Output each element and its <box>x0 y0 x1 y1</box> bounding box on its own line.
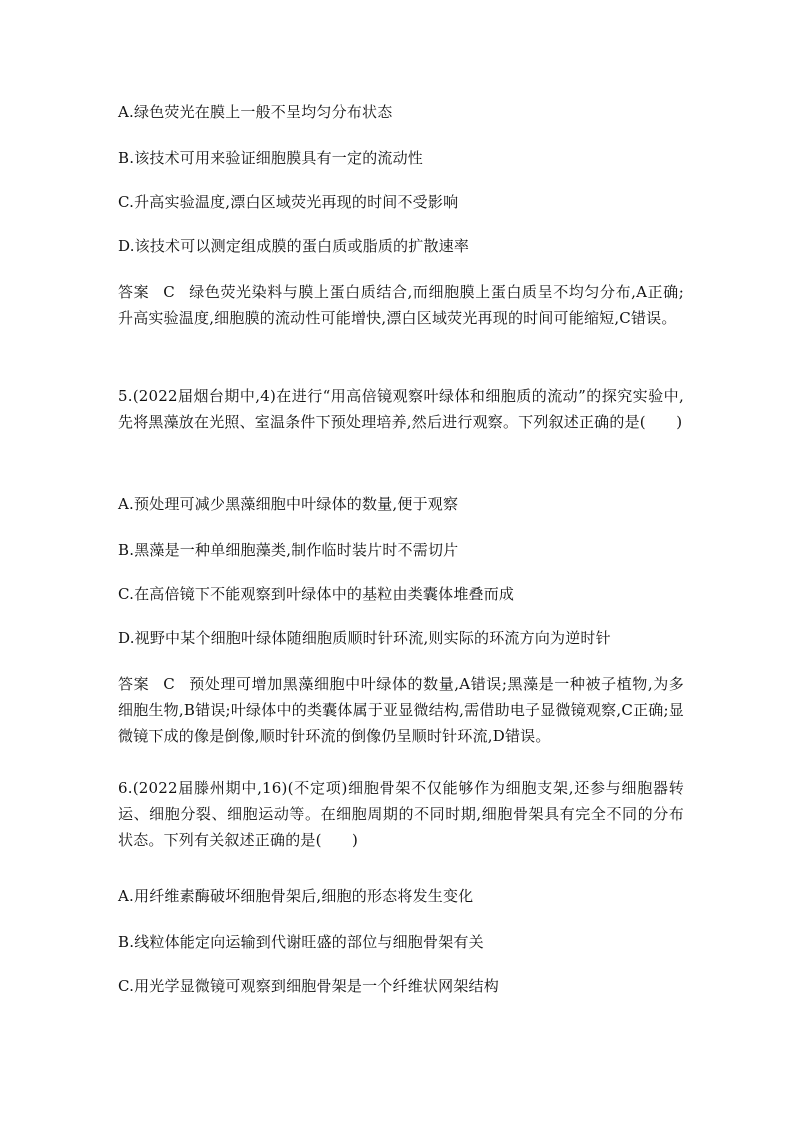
q6-option-c: C.用光学显微镜可观察到细胞骨架是一个纤维状网架结构 <box>118 977 499 995</box>
q5-option-b: B.黑藻是一种单细胞藻类,制作临时装片时不需切片 <box>118 541 459 559</box>
q4-option-c: C.升高实验温度,漂白区域荧光再现的时间不受影响 <box>118 193 459 211</box>
q4-option-a: A.绿色荧光在膜上一般不呈均匀分布状态 <box>118 103 393 121</box>
q4-option-d: D.该技术可以测定组成膜的蛋白质或脂质的扩散速率 <box>118 237 470 255</box>
q5-option-d: D.视野中某个细胞叶绿体随细胞质顺时针环流,则实际的环流方向为逆时针 <box>118 629 611 647</box>
q4-answer-label: 答案 <box>118 283 150 301</box>
q6-stem: 6.(2022届滕州期中,16)(不定项)细胞骨架不仅能够作为细胞支架,还参与细胞器转运、细胞分裂、细胞运动等。在细胞周期的不同时期,细胞骨架具有完全不同的分布状态。下列有关叙述正确的是( ) <box>118 779 684 849</box>
q4-option-b: B.该技术可用来验证细胞膜具有一定的流动性 <box>118 149 423 167</box>
q5-answer-letter: C <box>163 675 175 693</box>
q4-answer-explanation: 绿色荧光染料与膜上蛋白质结合,而细胞膜上蛋白质呈不均匀分布,A正确;升高实验温度,细胞膜的流动性可能增快,漂白区域荧光再现的时间可能缩短,C错误。 <box>118 283 684 327</box>
q5-answer <box>118 671 684 749</box>
q6-option-a: A.用纤维素酶破坏细胞骨架后,细胞的形态将发生变化 <box>118 887 474 905</box>
q5-answer-explanation: 预处理可增加黑藻细胞中叶绿体的数量,A错误;黑藻是一种被子植物,为多细胞生物,B错误;叶绿体中的类囊体属于亚显微结构,需借助电子显微镜观察,C正确;显微镜下成的像是倒像,顺时针环流的倒像仍呈顺时针环流,D错误。 <box>118 675 684 745</box>
q5-option-a: A.预处理可减少黑藻细胞中叶绿体的数量,便于观察 <box>118 495 459 513</box>
q4-answer <box>118 279 684 331</box>
q4-answer-letter: C <box>163 283 175 301</box>
q5-stem: 5.(2022届烟台期中,4)在进行“用高倍镜观察叶绿体和细胞质的流动”的探究实验中,先将黑藻放在光照、室温条件下预处理培养,然后进行观察。下列叙述正确的是( ) <box>118 387 684 431</box>
q5-answer-label: 答案 <box>118 675 150 693</box>
q6-option-b: B.线粒体能定向运输到代谢旺盛的部位与细胞骨架有关 <box>118 933 484 951</box>
q5-option-c: C.在高倍镜下不能观察到叶绿体中的基粒由类囊体堆叠而成 <box>118 585 515 603</box>
